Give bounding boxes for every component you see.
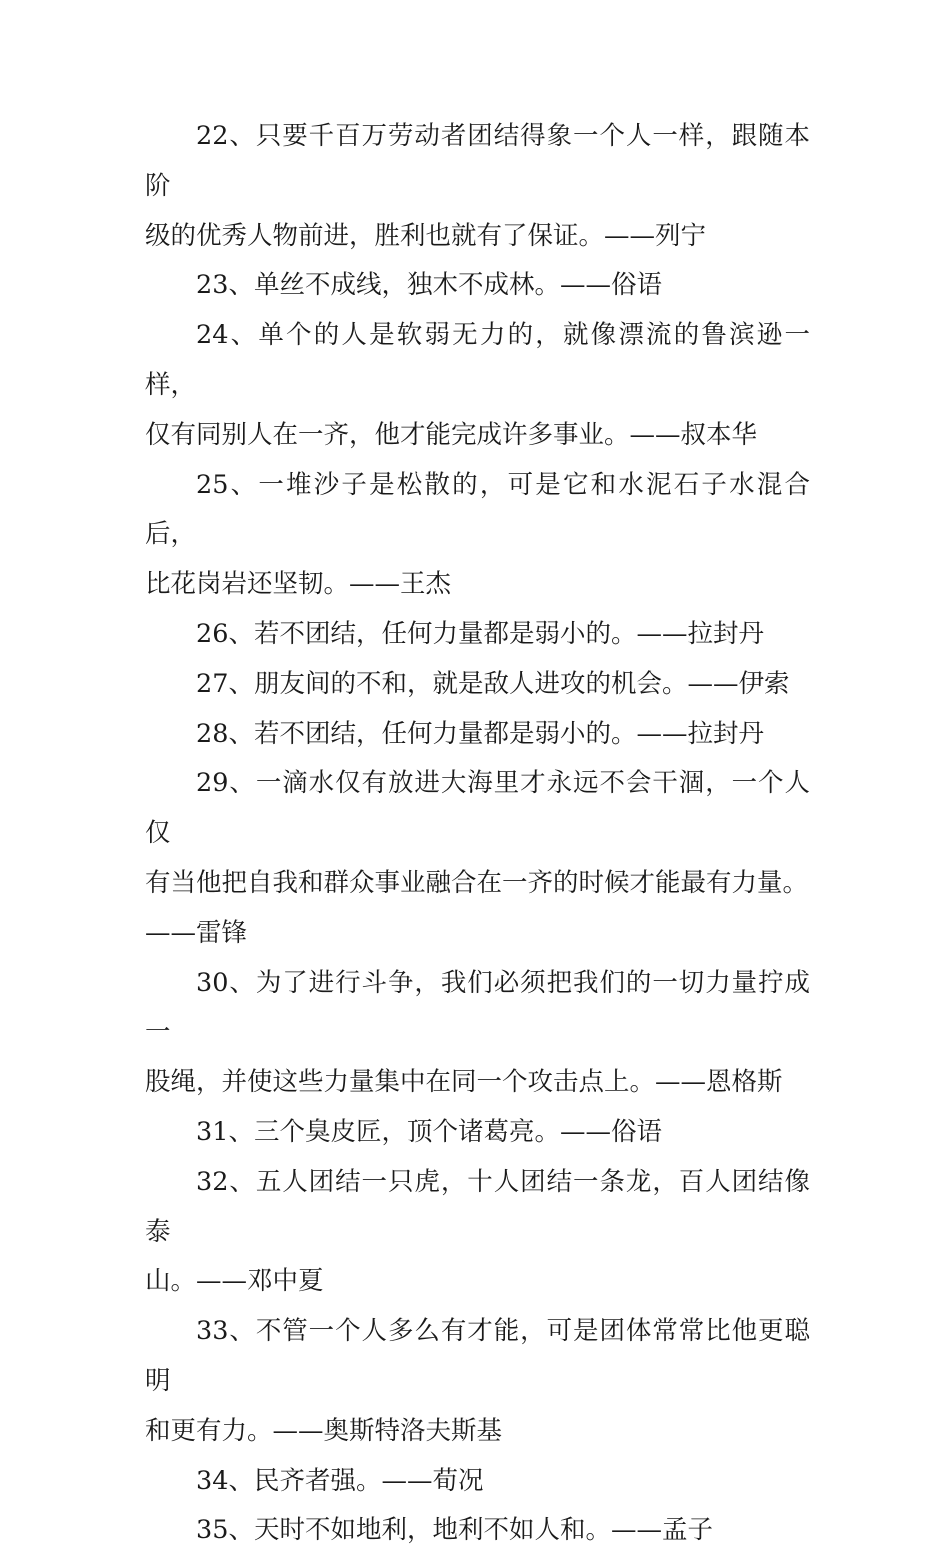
quote-paragraph-24 xyxy=(145,311,810,460)
text-line: 比花岗岩还坚韧。——王杰 xyxy=(145,569,452,600)
text-line: 35、天时不如地利，地利不如人和。——孟子 xyxy=(196,1515,713,1546)
quote-paragraph-22 xyxy=(145,112,810,261)
text-line: 29、一滴水仅有放进大海里才永远不会干涸，一个人仅 xyxy=(145,768,810,849)
quote-paragraph-33 xyxy=(145,1307,810,1456)
text-line: 24、单个的人是软弱无力的，就像漂流的鲁滨逊一样， xyxy=(145,320,810,400)
text-line: ——雷锋 xyxy=(145,917,248,948)
text-line: 23、单丝不成线，独木不成林。——俗语 xyxy=(196,270,662,301)
quote-paragraph-35 xyxy=(145,1506,810,1556)
text-line: 31、三个臭皮匠，顶个诸葛亮。——俗语 xyxy=(196,1116,662,1147)
text-line: 山。——邓中夏 xyxy=(145,1266,324,1297)
document-body xyxy=(145,112,810,1556)
quote-paragraph-27 xyxy=(145,660,810,710)
text-line: 股绳，并使这些力量集中在同一个攻击点上。——恩格斯 xyxy=(145,1067,783,1098)
text-line: 级的优秀人物前进，胜利也就有了保证。——列宁 xyxy=(145,220,707,251)
text-line: 27、朋友间的不和，就是敌人进攻的机会。——伊索 xyxy=(196,668,790,699)
text-line: 26、若不团结，任何力量都是弱小的。——拉封丹 xyxy=(196,618,764,649)
quote-paragraph-34 xyxy=(145,1457,810,1507)
text-line: 33、不管一个人多么有才能，可是团体常常比他更聪明 xyxy=(145,1316,810,1396)
text-line: 25、一堆沙子是松散的，可是它和水泥石子水混合后， xyxy=(145,469,810,550)
quote-paragraph-25 xyxy=(145,461,810,610)
quote-paragraph-26 xyxy=(145,610,810,660)
text-line: 和更有力。——奥斯特洛夫斯基 xyxy=(145,1415,503,1446)
quote-paragraph-29 xyxy=(145,759,810,958)
text-line: 仅有同别人在一齐，他才能完成许多事业。——叔本华 xyxy=(145,419,758,450)
quote-paragraph-32 xyxy=(145,1158,810,1307)
text-line: 有当他把自我和群众事业融合在一齐的时候才能最有力量。 xyxy=(145,867,809,898)
quote-paragraph-28 xyxy=(145,710,810,760)
text-line: 34、民齐者强。——荀况 xyxy=(196,1465,484,1496)
quote-paragraph-31 xyxy=(145,1108,810,1158)
quote-paragraph-23 xyxy=(145,261,810,311)
text-line: 30、为了进行斗争，我们必须把我们的一切力量拧成一 xyxy=(145,967,810,1048)
text-line: 22、只要千百万劳动者团结得象一个人一样，跟随本阶 xyxy=(145,121,810,201)
quote-paragraph-30 xyxy=(145,959,810,1108)
text-line: 32、五人团结一只虎，十人团结一条龙，百人团结像泰 xyxy=(145,1166,810,1247)
text-line: 28、若不团结，任何力量都是弱小的。——拉封丹 xyxy=(196,718,764,749)
